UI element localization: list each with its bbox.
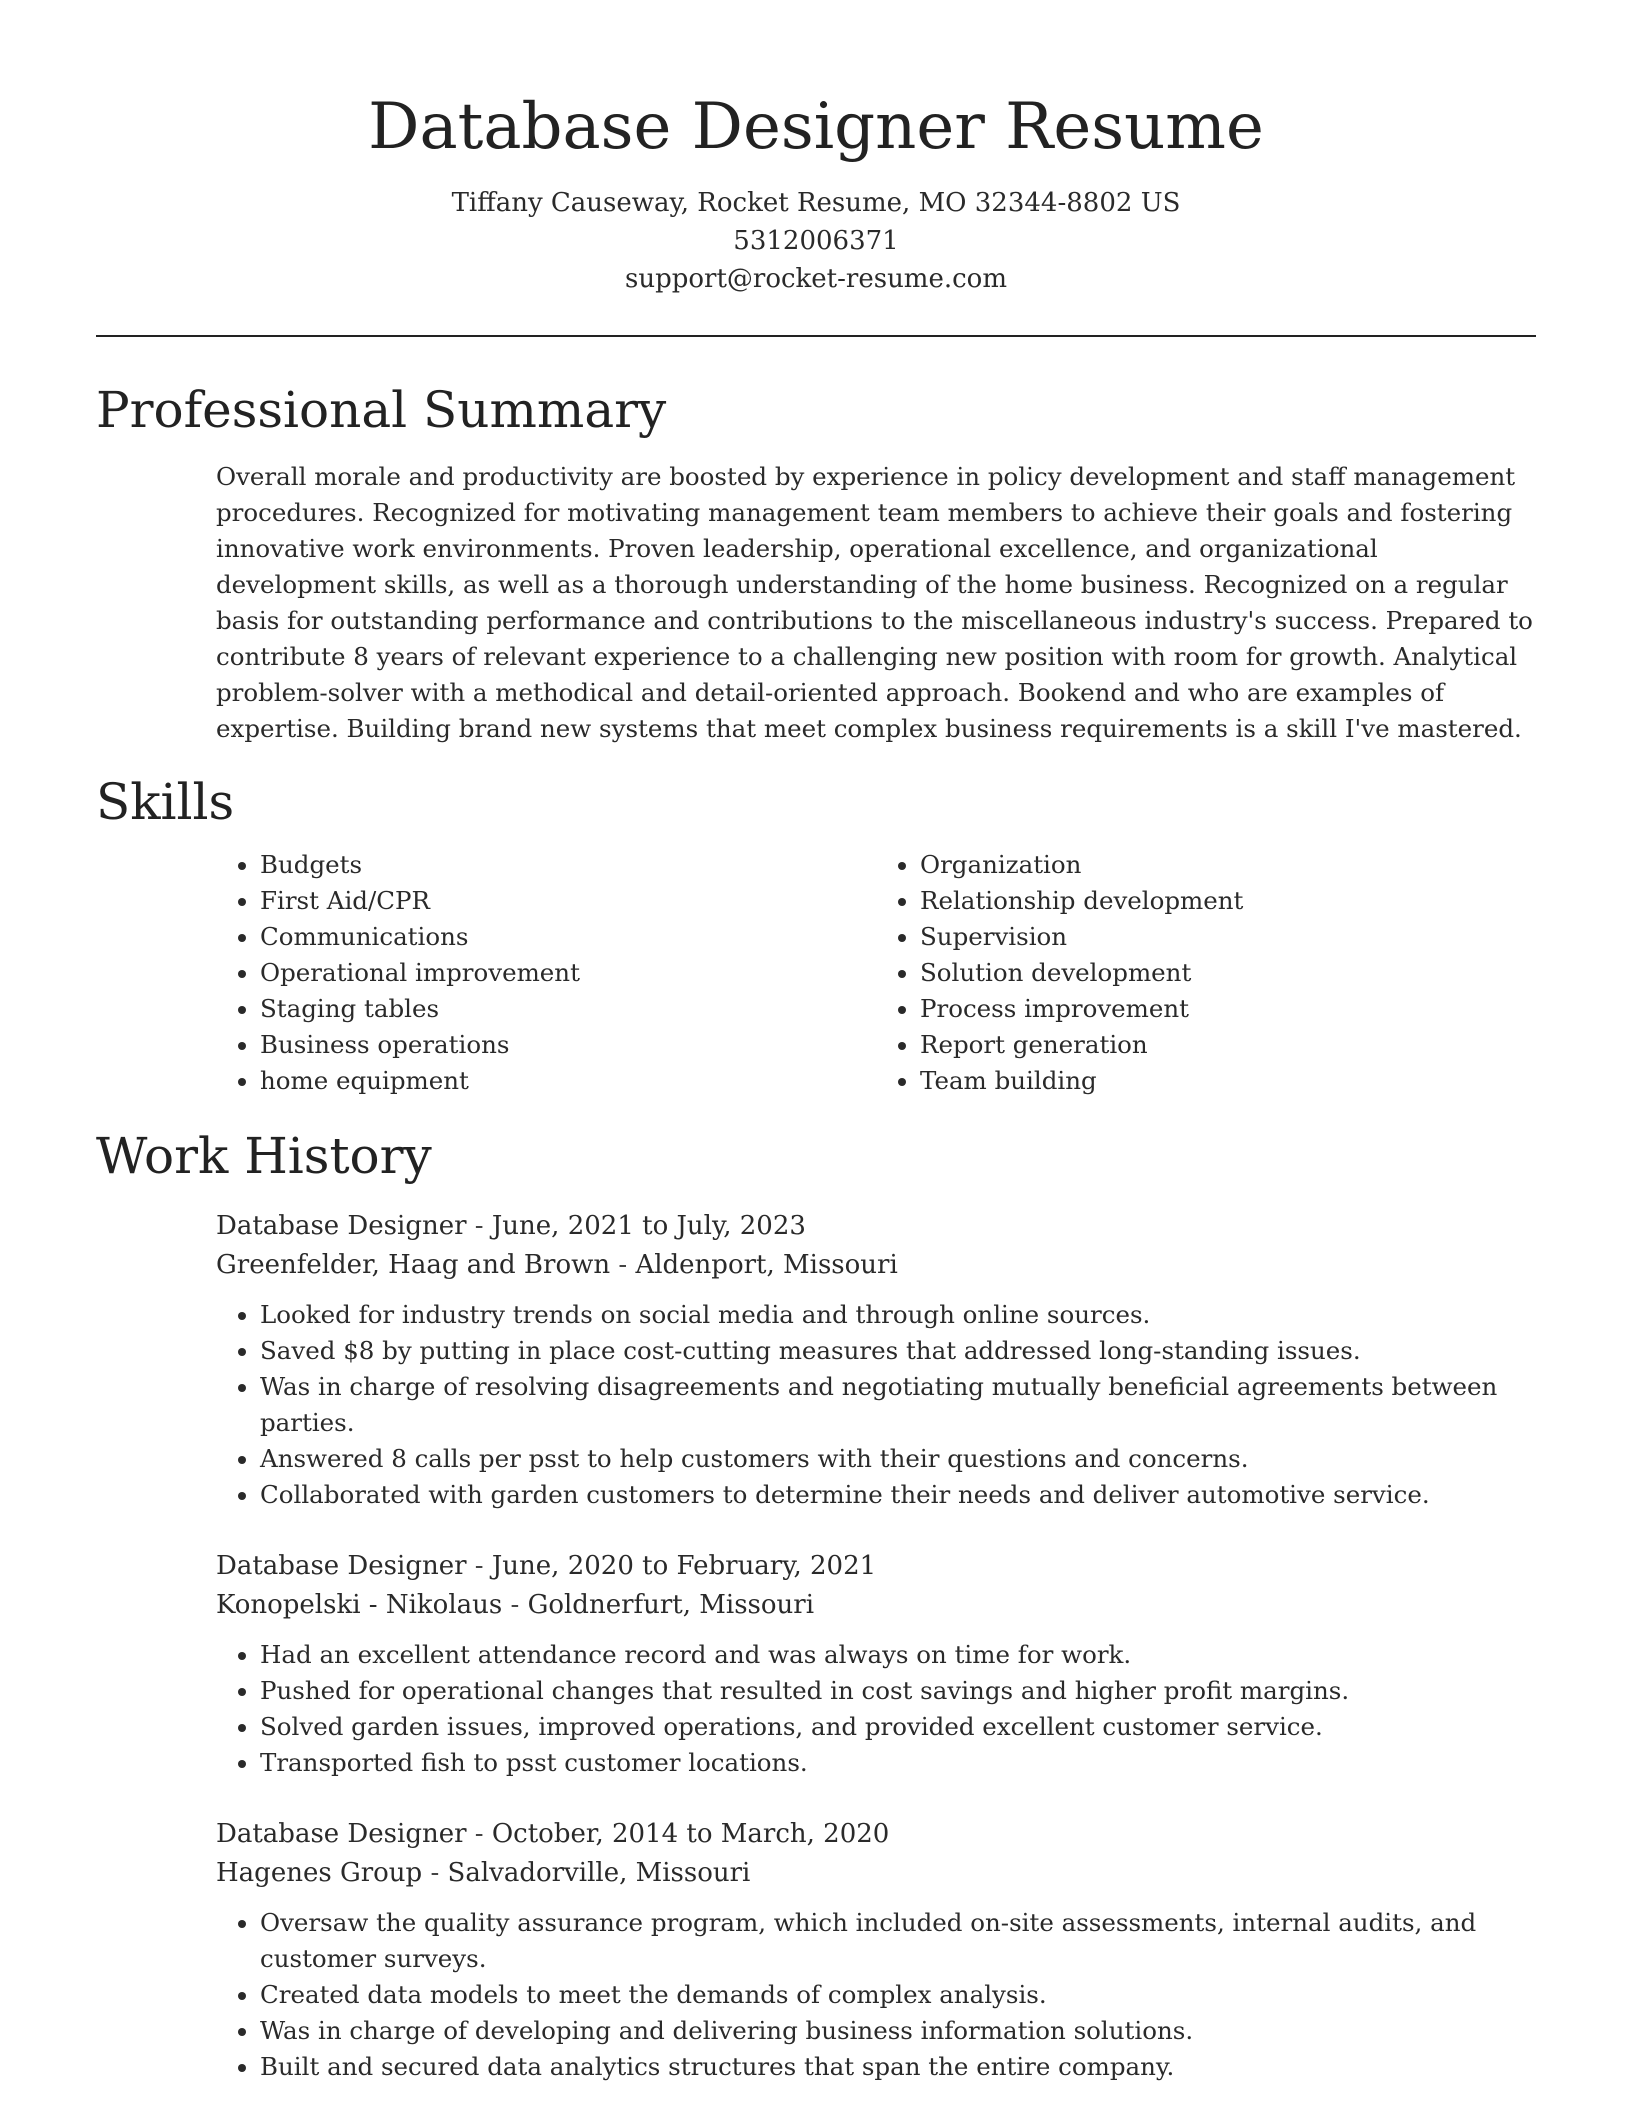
skill-item: • home equipment (260, 1063, 876, 1099)
job-bullet: • Oversaw the quality assurance program, which included on-site assessments, internal audits, and customer surveys. (260, 1905, 1536, 1977)
resume-header (96, 0, 1536, 298)
job-dates: June, 2021 to July, 2023 (491, 1211, 806, 1241)
job-dates: June, 2020 to February, 2021 (491, 1551, 877, 1581)
job-bullet: • Looked for industry trends on social media and through online sources. (260, 1297, 1536, 1333)
separator: - (618, 1250, 628, 1280)
job-entry (216, 1207, 1536, 1513)
skill-item: • Staging tables (260, 991, 876, 1027)
skill-item: • Solution development (920, 955, 1536, 991)
job-bullet: • Was in charge of developing and delivering business information solutions. (260, 2013, 1536, 2049)
separator: - (510, 1590, 520, 1620)
job-entry (216, 1815, 1536, 2085)
skills-column-right (876, 847, 1536, 1099)
job-bullet: • Saved $8 by putting in place cost-cutting measures that addressed long-standing issues. (260, 1333, 1536, 1369)
skill-item: • Report generation (920, 1027, 1536, 1063)
contact-email: support@rocket-resume.com (624, 264, 1007, 294)
header-divider (96, 335, 1536, 337)
skill-item: • Organization (920, 847, 1536, 883)
page-title: Database Designer Resume (368, 90, 1264, 164)
job-bullet: • Built and secured data analytics structures that span the entire company. (260, 2049, 1536, 2085)
skills-column-left (216, 847, 876, 1099)
contact-block (96, 184, 1536, 298)
skill-item: • Operational improvement (260, 955, 876, 991)
job-company: Greenfelder, Haag and Brown (216, 1250, 611, 1280)
job-company: Hagenes Group (216, 1858, 423, 1888)
skill-item: • Process improvement (920, 991, 1536, 1027)
job-bullet: • Pushed for operational changes that resulted in cost savings and higher profit margins. (260, 1673, 1536, 1709)
job-bullet: • Answered 8 calls per psst to help customers with their questions and concerns. (260, 1441, 1536, 1477)
job-bullet: • Had an excellent attendance record and was always on time for work. (260, 1637, 1536, 1673)
job-bullets (216, 1905, 1536, 2085)
skill-item: • Business operations (260, 1027, 876, 1063)
job-bullet: • Solved garden issues, improved operations, and provided excellent customer service. (260, 1709, 1536, 1745)
job-role-line (216, 1815, 1536, 1854)
job-bullet: • Was in charge of resolving disagreements and negotiating mutually beneficial agreements between parties. (260, 1369, 1536, 1441)
job-bullet: • Collaborated with garden customers to determine their needs and deliver automotive service. (260, 1477, 1536, 1513)
job-role: Database Designer (216, 1211, 467, 1241)
job-role: Database Designer (216, 1551, 467, 1581)
job-dates: October, 2014 to March, 2020 (491, 1819, 890, 1849)
job-company: Konopelski - Nikolaus (216, 1590, 503, 1620)
skill-item: • Supervision (920, 919, 1536, 955)
skill-item: • Team building (920, 1063, 1536, 1099)
job-role: Database Designer (216, 1819, 467, 1849)
contact-phone: 5312006371 (733, 226, 899, 256)
job-company-line (216, 1854, 1536, 1893)
separator: - (474, 1211, 484, 1241)
skill-item: • First Aid/CPR (260, 883, 876, 919)
skills-list (216, 847, 1536, 1099)
skill-item: • Relationship development (920, 883, 1536, 919)
separator: - (474, 1819, 484, 1849)
skill-item: • Communications (260, 919, 876, 955)
separator: - (474, 1551, 484, 1581)
skill-item: • Budgets (260, 847, 876, 883)
job-location: Salvadorville, Missouri (447, 1858, 751, 1888)
resume-page (96, 0, 1536, 2085)
contact-address: Tiffany Causeway, Rocket Resume, MO 32344-8802 US (451, 188, 1181, 218)
job-location: Aldenport, Missouri (635, 1250, 898, 1280)
job-bullets (216, 1297, 1536, 1513)
job-location: Goldnerfurt, Missouri (527, 1590, 815, 1620)
section-title-summary: Professional Summary (96, 381, 667, 439)
job-entry (216, 1547, 1536, 1781)
separator: - (430, 1858, 440, 1888)
job-role-line (216, 1207, 1536, 1246)
job-bullet: • Transported fish to psst customer locations. (260, 1745, 1536, 1781)
section-title-work-history: Work History (96, 1127, 432, 1185)
summary-text: Overall morale and productivity are boosted by experience in policy development and staff management procedures. Recognized for motivating management team members to achieve their goals and fostering innovative work environments. Proven leadership, operational excellence, and organizational development skills, as well as a thorough understanding of the home business. Recognized on a regular basis for outstanding performance and contributions to the miscellaneous industry's success. Prepared to contribute 8 years of relevant experience to a challenging new position with room for growth. Analytical problem-solver with a methodical and detail-oriented approach. Bookend and who are examples of expertise. Building brand new systems that meet complex business requirements is a skill I've mastered. (216, 462, 1533, 743)
job-bullet: • Created data models to meet the demands of complex analysis. (260, 1977, 1536, 2013)
job-company-line (216, 1246, 1536, 1285)
job-bullets (216, 1637, 1536, 1781)
section-title-skills: Skills (96, 773, 235, 831)
job-role-line (216, 1547, 1536, 1586)
job-company-line (216, 1586, 1536, 1625)
